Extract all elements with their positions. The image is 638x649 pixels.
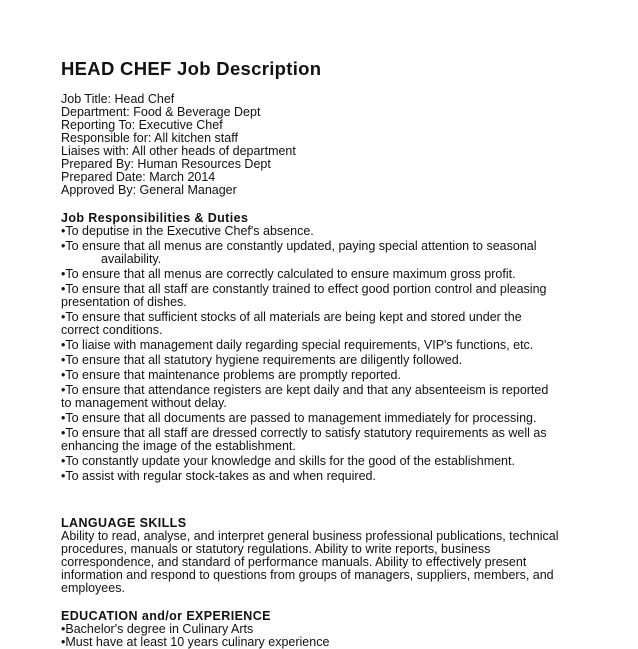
list-item-text: •To ensure that all staff are dressed correctly to satisfy statutory requirements as well as — [61, 426, 547, 440]
paragraph-line: procedures, manuals or statutory regulations. Ability to write reports, business — [61, 542, 491, 556]
list-item — [61, 354, 581, 367]
list-item-text: •To ensure that sufficient stocks of all materials are being kept and stored under the — [61, 310, 522, 324]
meta-prepared-date: Prepared Date: March 2014 — [61, 170, 216, 184]
list-item-text: •To ensure that all documents are passed to management immediately for processing. — [61, 411, 537, 425]
responsibilities-list — [61, 225, 581, 483]
list-item — [61, 339, 581, 352]
meta-reporting-to: Reporting To: Executive Chef — [61, 118, 223, 132]
meta-liaises-with: Liaises with: All other heads of department — [61, 144, 296, 158]
list-item — [61, 268, 581, 281]
list-item-text: •To ensure that maintenance problems are promptly reported. — [61, 368, 401, 382]
paragraph-line: employees. — [61, 581, 125, 595]
job-meta-block — [61, 93, 581, 197]
paragraph-line: Ability to read, analyse, and interpret general business professional publications, technical — [61, 529, 559, 543]
document-title: HEAD CHEF Job Description — [61, 58, 322, 79]
list-item — [61, 311, 581, 337]
list-item — [61, 470, 581, 483]
list-item — [61, 283, 581, 309]
list-item — [61, 369, 581, 382]
list-item-continuation: to management without delay. — [61, 396, 227, 410]
paragraph-line: correspondence, and standard of performance manuals. Ability to effectively present — [61, 555, 527, 569]
list-item: •Must have at least 10 years culinary experience — [61, 635, 330, 649]
list-item-text: •To ensure that attendance registers are kept daily and that any absenteeism is reported — [61, 383, 549, 397]
list-item-text: •To ensure that all menus are correctly calculated to ensure maximum gross profit. — [61, 267, 516, 281]
list-item-text: •To ensure that all staff are constantly trained to effect good portion control and pleasing — [61, 282, 547, 296]
list-item-text: •To constantly update your knowledge and skills for the good of the establishment. — [61, 454, 515, 468]
language-skills-heading: LANGUAGE SKILLS — [61, 516, 187, 530]
meta-responsible-for: Responsible for: All kitchen staff — [61, 131, 238, 145]
list-item: •Bachelor's degree in Culinary Arts — [61, 622, 254, 636]
education-heading: EDUCATION and/or EXPERIENCE — [61, 609, 271, 623]
list-item-continuation: presentation of dishes. — [61, 295, 187, 309]
paragraph-line: information and respond to questions from groups of managers, suppliers, members, and — [61, 568, 554, 582]
list-item — [61, 455, 581, 468]
list-item — [61, 225, 581, 238]
list-item-text: •To ensure that all statutory hygiene requirements are diligently followed. — [61, 353, 463, 367]
list-item-text: •To ensure that all menus are constantly updated, paying special attention to seasonal — [61, 239, 537, 253]
list-item-continuation: availability. — [101, 252, 162, 266]
education-list — [61, 623, 581, 649]
list-item-text: •To deputise in the Executive Chef's absence. — [61, 224, 314, 238]
meta-prepared-by: Prepared By: Human Resources Dept — [61, 157, 271, 171]
responsibilities-heading: Job Responsibilities & Duties — [61, 211, 249, 225]
meta-department: Department: Food & Beverage Dept — [61, 105, 261, 119]
list-item — [61, 384, 581, 410]
meta-job-title: Job Title: Head Chef — [61, 92, 175, 106]
meta-approved-by: Approved By: General Manager — [61, 183, 237, 197]
list-item-text: •To liaise with management daily regarding special requirements, VIP's functions, etc. — [61, 338, 534, 352]
list-item — [61, 427, 581, 453]
list-item-continuation: enhancing the image of the establishment. — [61, 439, 296, 453]
document-page — [61, 58, 581, 649]
list-item — [61, 240, 581, 266]
language-skills-paragraph — [61, 530, 581, 595]
list-item-continuation: correct conditions. — [61, 323, 163, 337]
list-item — [61, 412, 581, 425]
list-item-text: •To assist with regular stock-takes as and when required. — [61, 469, 376, 483]
